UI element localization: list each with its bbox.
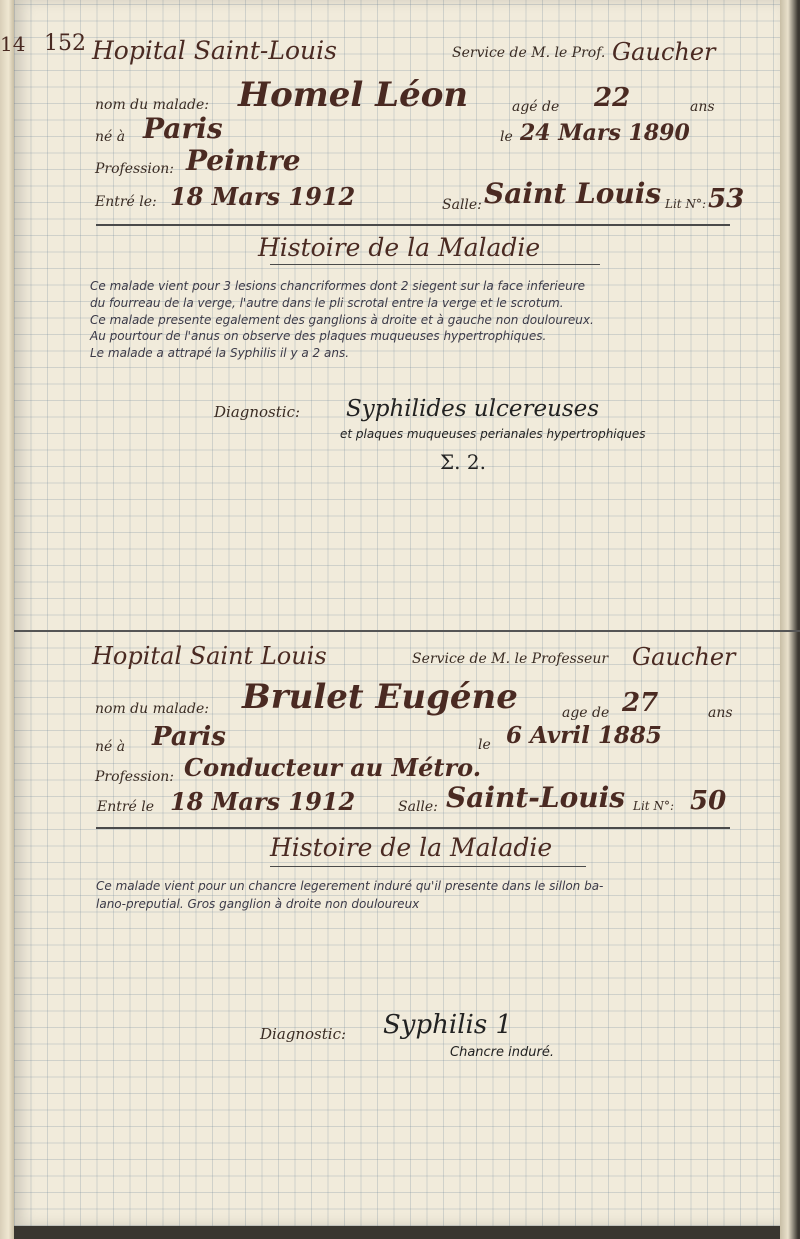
- bed-number: 53: [708, 184, 745, 214]
- birth-date-prefix: le: [500, 129, 513, 145]
- age-value: 22: [594, 83, 631, 113]
- ward-label: Salle:: [398, 799, 438, 815]
- history-line: Ce malade vient pour 3 lesions chancriformes dont 2 siegent sur la face inferieure: [90, 279, 586, 293]
- title-underline: [270, 866, 586, 867]
- birth-date: 6 Avril 1885: [506, 722, 662, 749]
- history-line: du fourreau de la verge, l'autre dans le pli scrotal entre la verge et le scrotum.: [90, 296, 564, 310]
- register-page: [14, 0, 780, 1226]
- bed-number: 50: [690, 786, 727, 816]
- patient-name: Homel Léon: [238, 75, 469, 115]
- hospital-name: Hopital Saint-Louis: [92, 36, 337, 65]
- patient-label: nom du malade:: [95, 97, 210, 113]
- history-line: Ce malade vient pour un chancre legerement induré qu'il presente dans le sillon ba-: [96, 879, 604, 893]
- patient-name: Brulet Eugéne: [242, 677, 518, 717]
- professor-name: Gaucher: [612, 38, 716, 66]
- diagnosis-detail: et plaques muqueuses perianales hypertrophiques: [340, 427, 646, 441]
- header-rule: [96, 827, 730, 829]
- entry-date: 18 Mars 1912: [170, 182, 356, 211]
- age-label: age de: [562, 705, 610, 721]
- record-divider: [14, 630, 800, 632]
- diagnosis-value: Syphilides ulcereuses: [346, 396, 600, 422]
- hospital-name: Hopital Saint Louis: [92, 642, 327, 670]
- born-label: né à: [95, 739, 126, 755]
- margin-number: 14: [0, 32, 26, 56]
- history-line: Le malade a attrapé la Syphilis il y a 2 ans.: [90, 346, 350, 360]
- entry-date: 18 Mars 1912: [170, 787, 356, 816]
- history-title: Histoire de la Maladie: [258, 233, 541, 262]
- age-value: 27: [622, 688, 659, 718]
- born-label: né à: [95, 129, 126, 145]
- ward-name: Saint Louis: [484, 177, 662, 210]
- history-line: Ce malade presente egalement des ganglions à droite et à gauche non douloureux.: [90, 313, 594, 327]
- diagnosis-code: Σ. 2.: [440, 450, 486, 474]
- profession-label: Profession:: [95, 769, 175, 785]
- history-line: Au pourtour de l'anus on observe des plaques muqueuses hypertrophiques.: [90, 329, 547, 343]
- age-unit: ans: [708, 705, 733, 721]
- diagnosis-detail: Chancre induré.: [450, 1045, 554, 1060]
- age-unit: ans: [690, 99, 715, 115]
- diagnosis-label: Diagnostic:: [260, 1025, 347, 1043]
- service-label: Service de M. le Professeur: [412, 651, 609, 667]
- book-right-edge: [780, 0, 800, 1239]
- title-underline: [270, 264, 600, 265]
- professor-name: Gaucher: [632, 643, 736, 671]
- birthplace: Paris: [143, 112, 223, 145]
- age-label: agé de: [512, 99, 560, 115]
- diagnosis-label: Diagnostic:: [214, 403, 301, 421]
- diagnosis-value: Syphilis 1: [383, 1010, 512, 1040]
- profession-value: Conducteur au Métro.: [184, 753, 482, 782]
- birth-date-prefix: le: [478, 737, 491, 753]
- page-binding-edge: [0, 0, 14, 1239]
- birthplace: Paris: [152, 722, 226, 752]
- service-label: Service de M. le Prof.: [452, 45, 606, 61]
- header-rule: [96, 224, 730, 226]
- entry-label: Entré le:: [95, 194, 157, 210]
- bed-label: Lit N°:: [633, 799, 674, 813]
- ward-label: Salle:: [442, 197, 482, 213]
- birth-date: 24 Mars 1890: [520, 120, 690, 146]
- profession-label: Profession:: [95, 161, 175, 177]
- history-line: lano-preputial. Gros ganglion à droite non douloureux: [96, 897, 420, 911]
- profession-value: Peintre: [186, 144, 301, 177]
- patient-label: nom du malade:: [95, 701, 210, 717]
- page-number: 152: [44, 31, 86, 56]
- ward-name: Saint-Louis: [446, 781, 626, 814]
- bed-label: Lit N°:: [665, 197, 706, 211]
- history-title: Histoire de la Maladie: [270, 833, 553, 862]
- entry-label: Entré le: [97, 799, 155, 815]
